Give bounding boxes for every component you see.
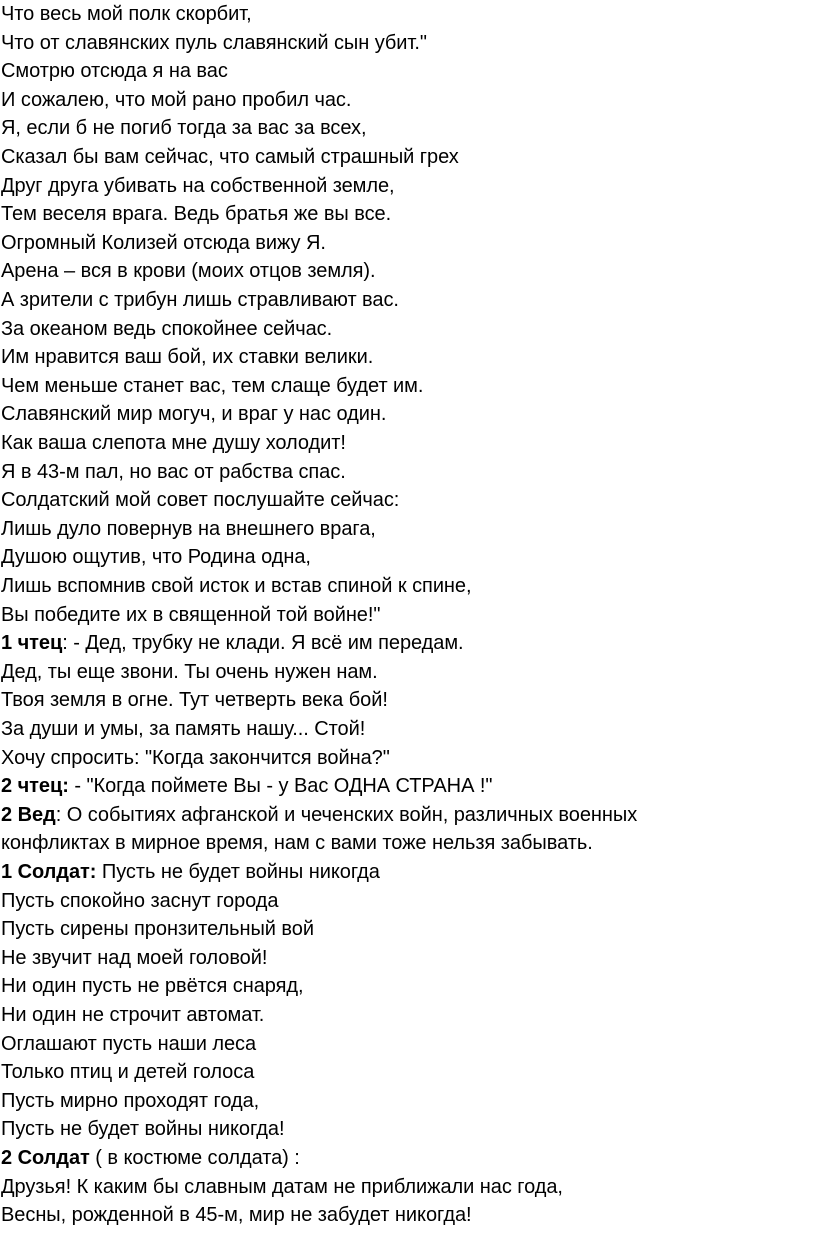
text-line [1,400,386,429]
text-line [1,200,391,229]
speaker-label: 2 чтец: [1,775,69,798]
text-line [1,372,423,401]
speaker-line [1,772,492,801]
line-text: Хочу спросить: "Когда закончится война?" [1,746,390,769]
text-line [1,715,365,744]
text-line [1,172,395,201]
text-line [1,1001,264,1030]
text-line [1,229,326,258]
text-line [1,57,228,86]
line-text: Арена – вся в крови (моих отцов земля). [1,260,376,283]
line-text: : О событиях афганской и чеченских войн, различных военных [55,803,638,826]
line-text: Я в 43-м пал, но вас от рабства спас. [1,460,346,483]
line-text: За океаном ведь спокойнее сейчас. [1,317,333,340]
text-line [1,257,376,286]
speaker-line [1,629,464,658]
text-line [1,1087,259,1116]
line-text: ( в костюме солдата) : [89,1147,300,1169]
text-line [1,1173,563,1202]
text-line [1,1058,254,1087]
text-line [1,887,278,916]
line-text: За души и умы, за память нашу... Стой! [1,718,366,740]
line-text: Только птиц и детей голоса [1,1061,255,1084]
text-line [1,1115,285,1144]
speaker-label: 2 Вед [1,803,56,826]
text-line [1,458,346,487]
line-text: Огромный Колизей отсюда вижу Я. [1,231,326,254]
speaker-label: 1 Солдат: [1,861,97,883]
line-text: Что от славянских пуль славянский сын убит." [1,31,427,54]
line-text: Не звучит над моей головой! [1,946,268,969]
line-text: Дед, ты еще звони. Ты очень нужен нам. [1,660,378,683]
line-text: Тем веселя врага. Ведь братья же вы все. [1,203,392,226]
text-line [1,658,378,687]
line-text: Ни один пусть не рвётся снаряд, [1,975,304,998]
line-text: Пусть сирены пронзительный вой [1,918,314,941]
text-line [1,429,346,458]
text-line [1,143,459,172]
line-text: : - Дед, трубку не клади. Я всё им передам. [62,632,464,655]
line-text: Пусть не будет войны никогда [96,861,380,883]
text-line [1,286,399,315]
line-text: И сожалею, что мой рано пробил час. [1,88,352,111]
speaker-label: 1 чтец [1,632,63,655]
line-text: - "Когда поймете Вы - у Вас ОДНА СТРАНА !" [68,775,493,798]
line-text: Душою ощутив, что Родина одна, [1,546,311,569]
text-line [1,744,390,773]
text-line [1,972,304,1001]
line-text: Пусть мирно проходят года, [1,1089,260,1112]
line-text: Я, если б не погиб тогда за вас за всех, [1,117,367,140]
text-line [1,0,252,29]
text-line [1,572,472,601]
text-line [1,601,380,630]
line-text: Пусть не будет войны никогда! [1,1118,285,1141]
line-text: Что весь мой полк скорбит, [1,3,252,25]
text-line [1,343,373,372]
speaker-line [1,858,380,887]
speaker-line [1,801,637,830]
text-line [1,486,399,515]
line-text: А зрители с трибун лишь стравливают вас. [1,289,399,311]
speaker-label: 2 Солдат [1,1147,90,1169]
text-line [1,686,388,715]
line-text: Лишь дуло повернув на внешнего врага, [1,517,376,540]
text-line [1,829,593,858]
text-line [1,915,314,944]
line-text: Солдатский мой совет послушайте сейчас: [1,489,400,512]
text-line [1,29,427,58]
text-line [1,1201,472,1230]
line-text: Лишь вспомнив свой исток и встав спиной к спине, [1,575,472,597]
line-text: Как ваша слепота мне душу холодит! [1,432,346,454]
line-text: Смотрю отсюда я на вас [1,60,228,83]
text-line [1,515,376,544]
line-text: Друг друга убивать на собственной земле, [1,174,395,197]
text-line [1,315,332,344]
line-text: Чем меньше станет вас, тем слаще будет им. [1,374,424,397]
text-line [1,944,267,973]
text-line [1,1030,256,1059]
speaker-line [1,1144,300,1173]
line-text: Весны, рожденной в 45-м, мир не забудет никогда! [1,1204,472,1227]
line-text: Славянский мир могуч, и враг у нас один. [1,403,387,426]
text-line [1,543,311,572]
line-text: Пусть спокойно заснут города [1,889,279,912]
line-text: Им нравится ваш бой, их ставки велики. [1,346,374,369]
line-text: Твоя земля в огне. Тут четверть века бой! [1,689,388,712]
text-line [1,86,351,115]
line-text: Вы победите их в священной той войне!" [1,603,381,626]
line-text: Оглашают пусть наши леса [1,1032,257,1055]
line-text: Друзья! К каким бы славным датам не приближали нас года, [1,1175,563,1198]
text-line [1,114,366,143]
line-text: Сказал бы вам сейчас, что самый страшный грех [1,146,459,168]
line-text: Ни один не строчит автомат. [1,1004,265,1026]
line-text: конфликтах в мирное время, нам с вами тоже нельзя забывать. [1,832,593,855]
